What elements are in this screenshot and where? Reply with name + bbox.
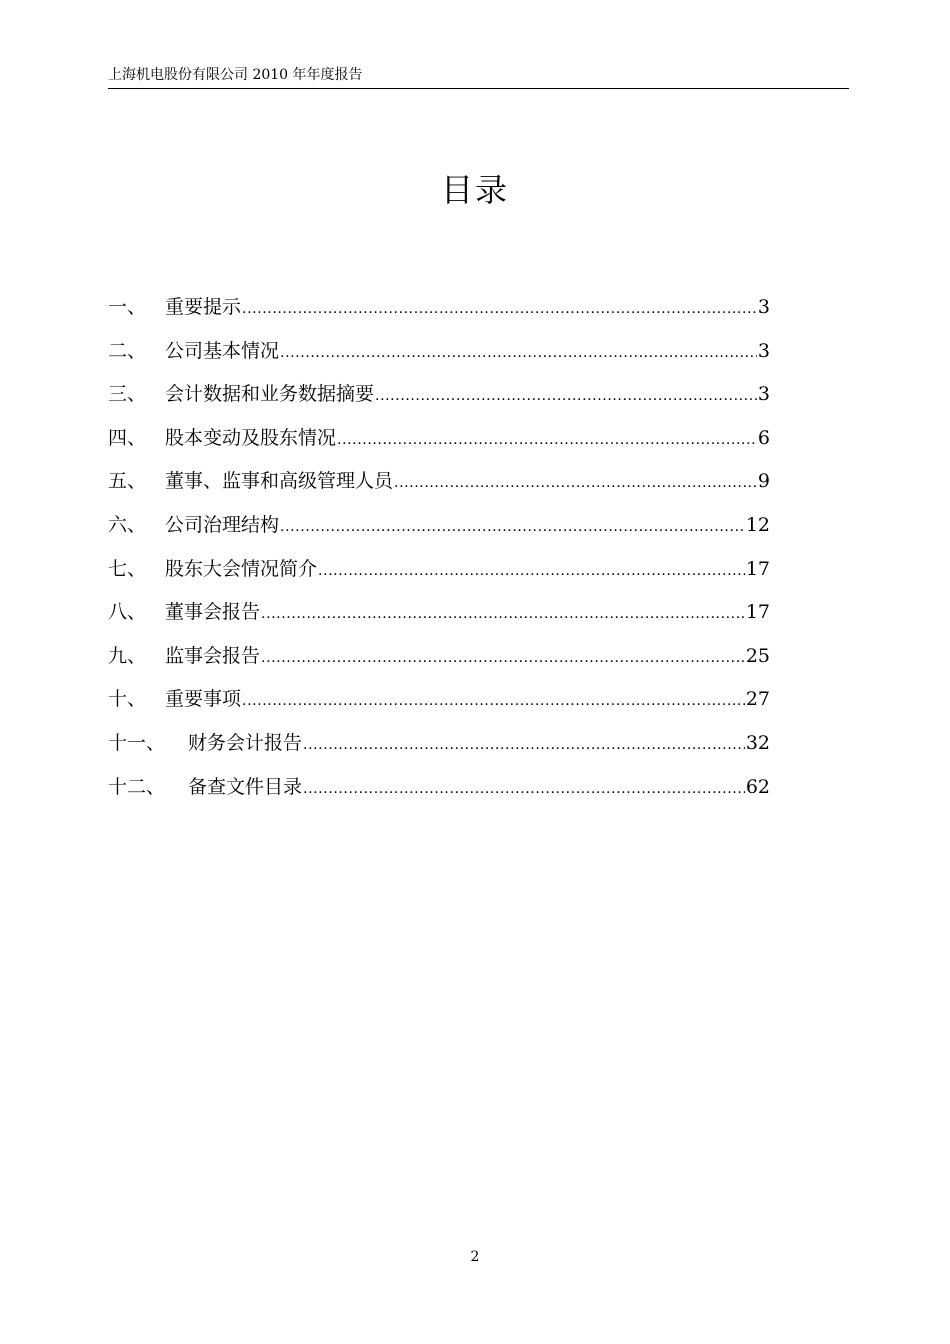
toc-page-number: 62 — [745, 775, 770, 798]
toc-page-number: 3 — [757, 383, 770, 406]
toc-number: 三、 — [108, 383, 147, 406]
toc-title: 股本变动及股东情况 — [165, 426, 337, 449]
toc-page-number: 32 — [745, 731, 770, 754]
toc-leader-dots — [280, 510, 745, 544]
toc-title: 备查文件目录 — [188, 775, 303, 798]
running-header — [108, 66, 849, 89]
toc-page-number: 25 — [745, 644, 770, 667]
toc-leader-dots — [337, 423, 757, 457]
toc-title: 公司治理结构 — [165, 513, 280, 536]
toc-number: 一、 — [108, 296, 147, 318]
toc-entry[interactable] — [108, 552, 770, 596]
page-number: 2 — [470, 1249, 480, 1265]
toc-number: 四、 — [108, 426, 147, 449]
toc-page-number: 17 — [745, 601, 770, 624]
toc-page-number: 6 — [757, 426, 770, 449]
toc-title: 重要提示 — [165, 296, 242, 318]
toc-entry[interactable] — [108, 682, 770, 726]
toc-page-number: 3 — [757, 296, 770, 318]
toc-title: 监事会报告 — [165, 644, 261, 667]
toc-title: 董事、监事和高级管理人员 — [165, 470, 394, 493]
toc-entry[interactable] — [108, 726, 770, 770]
toc-entry[interactable] — [108, 639, 770, 683]
table-of-contents — [108, 290, 770, 813]
toc-page-number: 12 — [745, 513, 770, 536]
page-title: 目录 — [440, 171, 509, 209]
toc-number: 五、 — [108, 470, 147, 493]
toc-number: 二、 — [108, 339, 147, 362]
toc-number: 九、 — [108, 644, 147, 667]
toc-leader-dots — [303, 728, 745, 762]
toc-leader-dots — [261, 597, 745, 631]
toc-entry[interactable] — [108, 290, 770, 334]
toc-number: 十二、 — [108, 775, 166, 798]
toc-entry[interactable] — [108, 421, 770, 465]
toc-number: 十一、 — [108, 731, 166, 754]
toc-leader-dots — [242, 292, 757, 326]
toc-title: 会计数据和业务数据摘要 — [165, 383, 375, 406]
toc-entry[interactable] — [108, 508, 770, 552]
toc-entry[interactable] — [108, 464, 770, 508]
toc-leader-dots — [318, 554, 745, 588]
toc-leader-dots — [261, 641, 745, 675]
toc-number: 八、 — [108, 601, 147, 624]
toc-title: 重要事项 — [165, 688, 242, 711]
toc-number: 七、 — [108, 557, 147, 580]
toc-page-number: 9 — [757, 470, 770, 493]
toc-page-number: 3 — [757, 339, 770, 362]
header-text: 上海机电股份有限公司 2010 年年度报告 — [108, 67, 363, 83]
toc-leader-dots — [303, 772, 745, 806]
toc-entry[interactable] — [108, 334, 770, 378]
toc-leader-dots — [280, 336, 757, 370]
toc-title: 股东大会情况简介 — [165, 557, 318, 580]
toc-leader-dots — [375, 379, 757, 413]
toc-leader-dots — [242, 684, 745, 718]
toc-page-number: 17 — [745, 557, 770, 580]
toc-leader-dots — [394, 466, 757, 500]
toc-page-number: 27 — [745, 688, 770, 711]
toc-title: 公司基本情况 — [165, 339, 280, 362]
toc-entry[interactable] — [108, 595, 770, 639]
toc-title: 财务会计报告 — [188, 731, 303, 754]
toc-number: 六、 — [108, 513, 147, 536]
toc-number: 十、 — [108, 688, 147, 711]
toc-title: 董事会报告 — [165, 601, 261, 624]
toc-entry[interactable] — [108, 770, 770, 814]
toc-entry[interactable] — [108, 377, 770, 421]
